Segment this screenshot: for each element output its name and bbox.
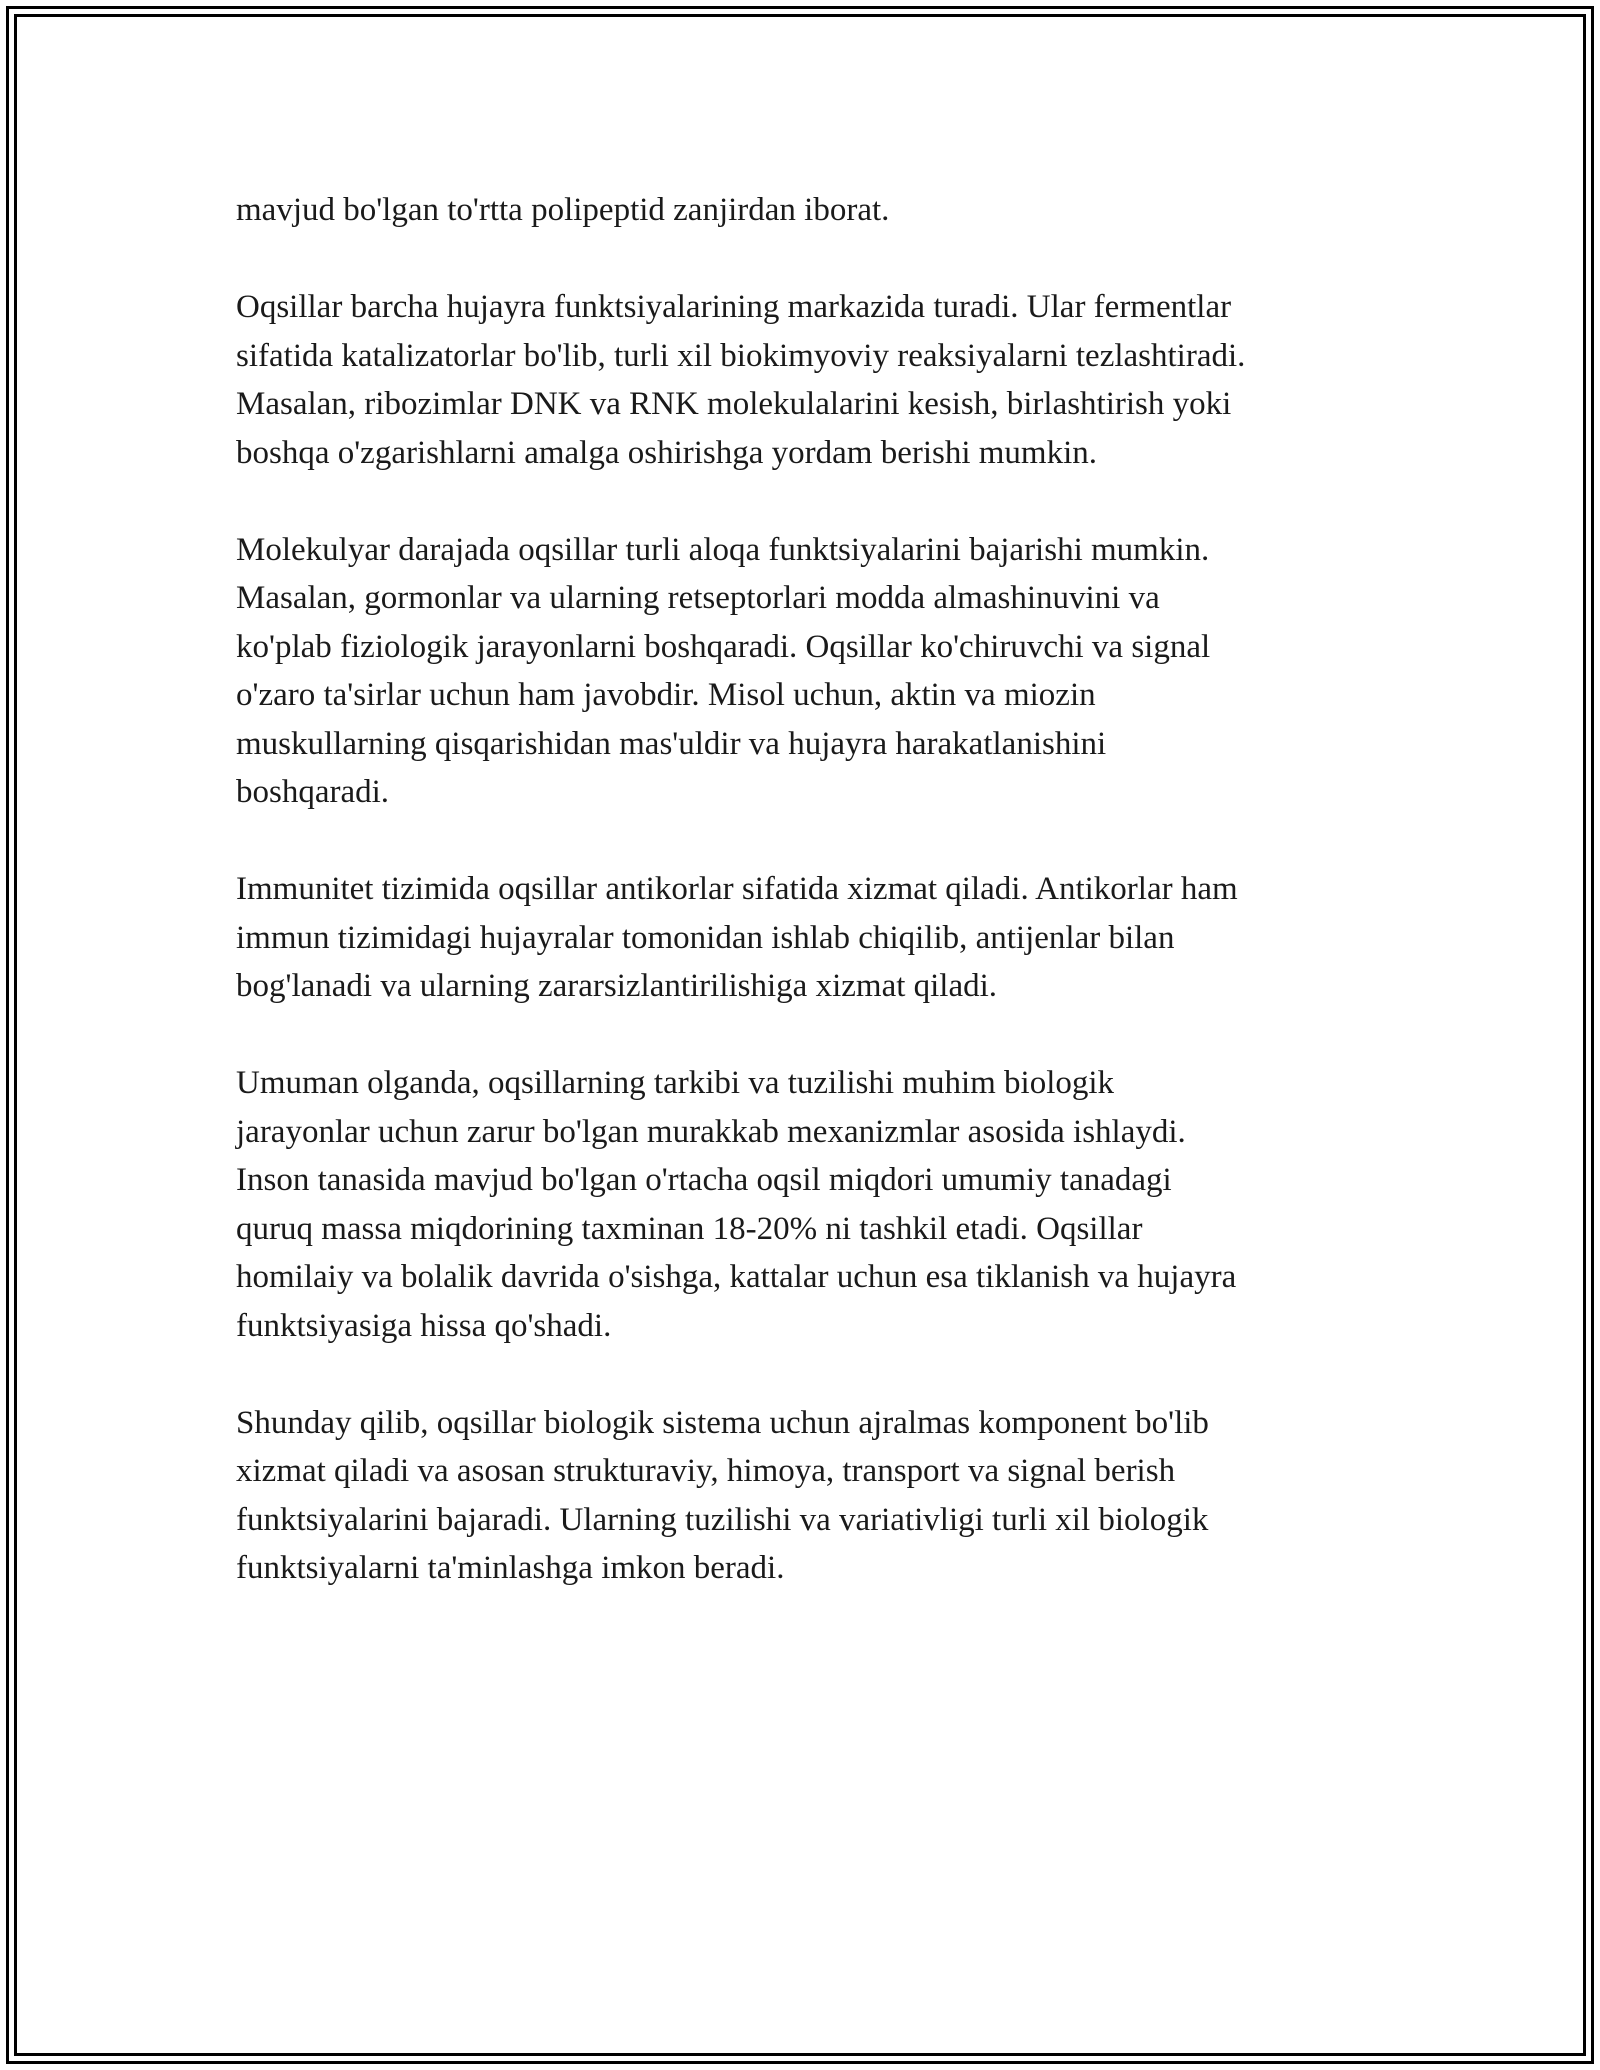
- text-line: immun tizimidagi hujayralar tomonidan ishlab chiqilib, antijenlar bilan: [236, 919, 1175, 956]
- text-line: funktsiyalarni ta'minlashga imkon beradi.: [236, 1550, 785, 1586]
- text-line: ko'plab fiziologik jarayonlarni boshqaradi. Oqsillar ko'chiruvchi va signal: [236, 628, 1211, 665]
- text-line: Molekulyar darajada oqsillar turli aloqa funktsiyalarini bajarishi mumkin.: [236, 531, 1210, 568]
- paragraph: [236, 526, 1376, 817]
- text-line: Masalan, gormonlar va ularning retseptorlari modda almashinuvini va: [236, 580, 1160, 616]
- text-line: funktsiyalarini bajaradi. Ularning tuzilishi va variativligi turli xil biologik: [236, 1501, 1209, 1538]
- text-line: quruq massa miqdorining taxminan 18-20% ni tashkil etadi. Oqsillar: [236, 1210, 1143, 1247]
- text-line: Umuman olganda, oqsillarning tarkibi va tuzilishi muhim biologik: [236, 1065, 1115, 1101]
- text-line: homilaiy va bolalik davrida o'sishga, kattalar uchun esa tiklanish va hujayra: [236, 1259, 1237, 1295]
- text-line: jarayonlar uchun zarur bo'lgan murakkab mexanizmlar asosida ishlaydi.: [236, 1113, 1186, 1150]
- text-line: Immunitet tizimida oqsillar antikorlar sifatida xizmat qiladi. Antikorlar ham: [236, 871, 1238, 907]
- document-body: [236, 186, 1376, 1641]
- text-line: bog'lanadi va ularning zararsizlantirilishiga xizmat qiladi.: [236, 968, 998, 1004]
- text-line: funktsiyasiga hissa qo'shadi.: [236, 1307, 612, 1344]
- text-line: xizmat qiladi va asosan strukturaviy, himoya, transport va signal berish: [236, 1453, 1176, 1489]
- text-line: Shunday qilib, oqsillar biologik sistema uchun ajralmas komponent bo'lib: [236, 1404, 1209, 1441]
- text-line: mavjud bo'lgan to'rtta polipeptid zanjirdan iborat.: [236, 192, 890, 228]
- text-line: boshqaradi.: [236, 774, 390, 810]
- text-line: Inson tanasida mavjud bo'lgan o'rtacha oqsil miqdori umumiy tanadagi: [236, 1162, 1172, 1198]
- text-line: boshqa o'zgarishlarni amalga oshirishga yordam berishi mumkin.: [236, 434, 1098, 471]
- text-line: sifatida katalizatorlar bo'lib, turli xil biokimyoviy reaksiyalarni tezlashtiradi.: [236, 337, 1246, 374]
- paragraph: [236, 283, 1376, 477]
- paragraph: [236, 865, 1376, 1011]
- text-line: muskullarning qisqarishidan mas'uldir va hujayra harakatlanishini: [236, 725, 1107, 762]
- text-line: Masalan, ribozimlar DNK va RNK molekulalarini kesish, birlashtirish yoki: [236, 386, 1232, 422]
- text-line: o'zaro ta'sirlar uchun ham javobdir. Misol uchun, aktin va miozin: [236, 677, 1096, 713]
- text-line: Oqsillar barcha hujayra funktsiyalarining markazida turadi. Ular fermentlar: [236, 289, 1232, 325]
- paragraph: [236, 186, 1376, 235]
- paragraph: [236, 1059, 1376, 1350]
- paragraph: [236, 1399, 1376, 1593]
